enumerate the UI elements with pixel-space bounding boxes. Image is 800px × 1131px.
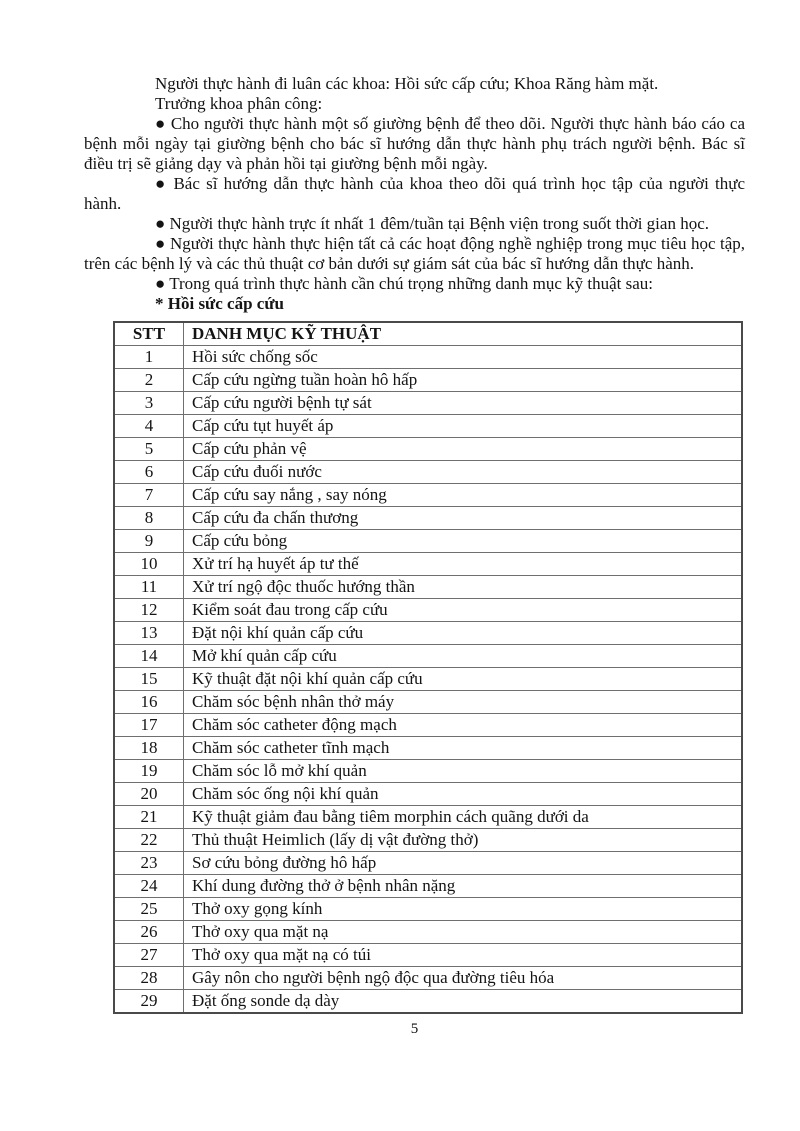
technique-cell: Cấp cứu đuối nước — [184, 461, 743, 484]
bullet-paragraph: ● Người thực hành trực ít nhất 1 đêm/tuần tại Bệnh viện trong suốt thời gian học. — [155, 214, 709, 233]
technique-cell: Đặt nội khí quản cấp cứu — [184, 622, 743, 645]
row-number-cell: 13 — [114, 622, 184, 645]
technique-cell: Thở oxy qua mặt nạ — [184, 921, 743, 944]
technique-cell: Cấp cứu đa chấn thương — [184, 507, 743, 530]
technique-cell: Cấp cứu người bệnh tự sát — [184, 392, 743, 415]
table-row — [114, 829, 742, 852]
row-number-cell: 14 — [114, 645, 184, 668]
row-number-cell: 15 — [114, 668, 184, 691]
table-row — [114, 714, 742, 737]
technique-cell: Chăm sóc catheter tĩnh mạch — [184, 737, 743, 760]
table-row — [114, 507, 742, 530]
row-number-cell: 20 — [114, 783, 184, 806]
document-content — [84, 74, 745, 1038]
row-number-cell: 9 — [114, 530, 184, 553]
row-number-cell: 11 — [114, 576, 184, 599]
table-row — [114, 875, 742, 898]
table-row — [114, 760, 742, 783]
technique-cell: Cấp cứu say nắng , say nóng — [184, 484, 743, 507]
technique-cell: Chăm sóc ống nội khí quản — [184, 783, 743, 806]
row-number-cell: 27 — [114, 944, 184, 967]
technique-cell: Kỹ thuật giảm đau bằng tiêm morphin cách quãng dưới da — [184, 806, 743, 829]
technique-cell: Chăm sóc lỗ mở khí quản — [184, 760, 743, 783]
technique-cell: Cấp cứu bỏng — [184, 530, 743, 553]
technique-cell: Thủ thuật Heimlich (lấy dị vật đường thở) — [184, 829, 743, 852]
row-number-cell: 21 — [114, 806, 184, 829]
table-row — [114, 921, 742, 944]
table-row — [114, 737, 742, 760]
technique-table-header — [114, 322, 742, 346]
section-heading: * Hồi sức cấp cứu — [155, 294, 285, 313]
table-row — [114, 461, 742, 484]
technique-cell: Xử trí ngộ độc thuốc hướng thần — [184, 576, 743, 599]
technique-cell: Hồi sức chống sốc — [184, 346, 743, 369]
row-number-cell: 12 — [114, 599, 184, 622]
table-row — [114, 852, 742, 875]
table-row — [114, 806, 742, 829]
row-number-cell: 24 — [114, 875, 184, 898]
technique-table-body — [114, 346, 742, 1014]
bullet-paragraph: ● Trong quá trình thực hành cần chú trọng những danh mục kỹ thuật sau: — [155, 274, 654, 293]
table-row — [114, 576, 742, 599]
body-paragraph: Trưởng khoa phân công: — [155, 94, 323, 113]
technique-cell: Xử trí hạ huyết áp tư thế — [184, 553, 743, 576]
row-number-cell: 4 — [114, 415, 184, 438]
technique-table — [113, 321, 743, 1014]
technique-cell: Chăm sóc catheter động mạch — [184, 714, 743, 737]
bullet-paragraph: ● Người thực hành thực hiện tất cả các hoạt động nghề nghiệp trong mục tiêu học tập, trên các bệnh lý và các thủ thuật cơ bản dưới sự giám sát của bác sĩ hướng dẫn thực hành. — [84, 234, 745, 273]
row-number-cell: 26 — [114, 921, 184, 944]
technique-cell: Thở oxy gọng kính — [184, 898, 743, 921]
row-number-cell: 16 — [114, 691, 184, 714]
row-number-cell: 18 — [114, 737, 184, 760]
table-row — [114, 783, 742, 806]
technique-cell: Kiểm soát đau trong cấp cứu — [184, 599, 743, 622]
row-number-cell: 22 — [114, 829, 184, 852]
row-number-cell: 2 — [114, 369, 184, 392]
header-row — [114, 322, 742, 346]
technique-cell: Cấp cứu tụt huyết áp — [184, 415, 743, 438]
row-number-cell: 19 — [114, 760, 184, 783]
table-row — [114, 415, 742, 438]
row-number-cell: 7 — [114, 484, 184, 507]
technique-cell: Kỹ thuật đặt nội khí quản cấp cứu — [184, 668, 743, 691]
page-number: 5 — [410, 1021, 419, 1037]
table-row — [114, 530, 742, 553]
row-number-cell: 17 — [114, 714, 184, 737]
technique-cell: Cấp cứu ngừng tuần hoàn hô hấp — [184, 369, 743, 392]
table-row — [114, 438, 742, 461]
table-row — [114, 484, 742, 507]
body-paragraph: Người thực hành đi luân các khoa: Hồi sức cấp cứu; Khoa Răng hàm mặt. — [155, 74, 659, 93]
table-row — [114, 622, 742, 645]
technique-cell: Chăm sóc bệnh nhân thở máy — [184, 691, 743, 714]
technique-cell: Cấp cứu phản vệ — [184, 438, 743, 461]
bullet-paragraph: ● Bác sĩ hướng dẫn thực hành của khoa theo dõi quá trình học tập của người thực hành. — [84, 174, 745, 213]
row-number-cell: 1 — [114, 346, 184, 369]
header-cell-stt: STT — [114, 322, 184, 346]
technique-cell: Thở oxy qua mặt nạ có túi — [184, 944, 743, 967]
table-row — [114, 898, 742, 921]
row-number-cell: 23 — [114, 852, 184, 875]
table-row — [114, 392, 742, 415]
technique-cell: Mở khí quản cấp cứu — [184, 645, 743, 668]
table-row — [114, 369, 742, 392]
table-row — [114, 599, 742, 622]
table-row — [114, 645, 742, 668]
technique-cell: Khí dung đường thở ở bệnh nhân nặng — [184, 875, 743, 898]
row-number-cell: 10 — [114, 553, 184, 576]
row-number-cell: 29 — [114, 990, 184, 1014]
table-row — [114, 967, 742, 990]
table-row — [114, 553, 742, 576]
row-number-cell: 5 — [114, 438, 184, 461]
header-cell-name: DANH MỤC KỸ THUẬT — [184, 322, 743, 346]
row-number-cell: 6 — [114, 461, 184, 484]
row-number-cell: 25 — [114, 898, 184, 921]
table-row — [114, 346, 742, 369]
row-number-cell: 8 — [114, 507, 184, 530]
table-row — [114, 944, 742, 967]
technique-cell: Đặt ống sonde dạ dày — [184, 990, 743, 1014]
technique-cell: Sơ cứu bỏng đường hô hấp — [184, 852, 743, 875]
row-number-cell: 3 — [114, 392, 184, 415]
table-row — [114, 990, 742, 1014]
table-row — [114, 668, 742, 691]
technique-cell: Gây nôn cho người bệnh ngộ độc qua đường tiêu hóa — [184, 967, 743, 990]
table-row — [114, 691, 742, 714]
bullet-paragraph: ● Cho người thực hành một số giường bệnh để theo dõi. Người thực hành báo cáo ca bệnh mỗi ngày tại giường bệnh cho bác sĩ hướng dẫn thực hành phụ trách người bệnh. Bác sĩ điều trị sẽ giảng dạy và phản hồi tại giường bệnh mỗi ngày. — [84, 114, 745, 173]
row-number-cell: 28 — [114, 967, 184, 990]
